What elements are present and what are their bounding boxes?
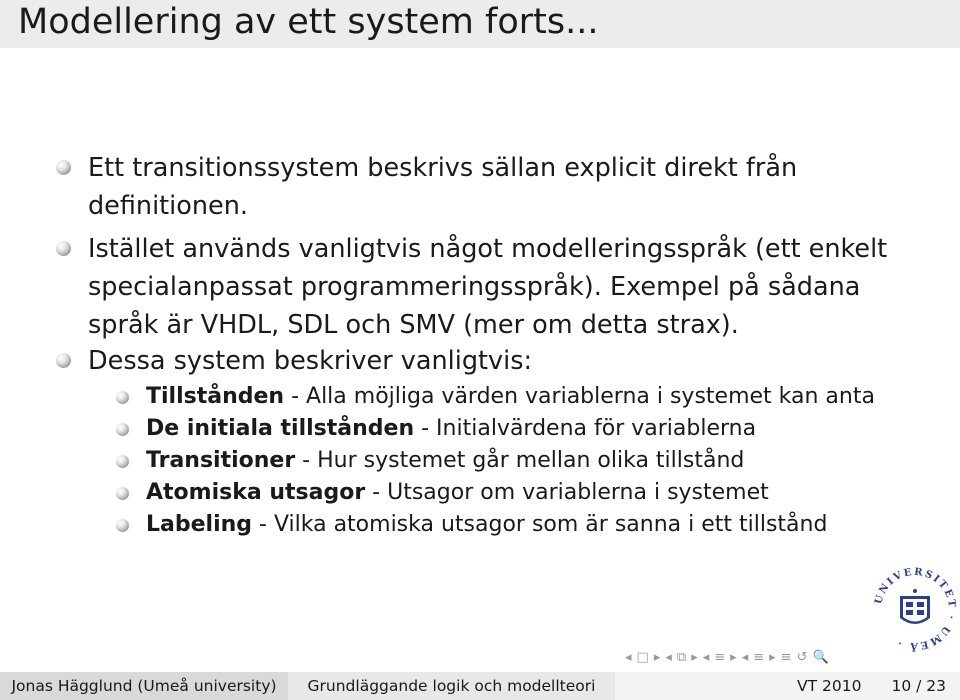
- sub-item-desc: - Alla möjliga värden variablerna i systemet kan anta: [284, 384, 875, 409]
- sub-list-item: [146, 477, 946, 509]
- list-item: [88, 342, 928, 380]
- nav-subsection-icon[interactable]: ⧉: [676, 650, 687, 665]
- nav-section-icon[interactable]: ≡: [714, 650, 726, 665]
- footer: [0, 672, 960, 700]
- sub-bullet-icon: [116, 455, 129, 468]
- title-bar: [0, 0, 960, 48]
- navigation-bar: [625, 648, 829, 668]
- nav-prev-doc-icon[interactable]: ◂: [741, 650, 749, 665]
- nav-next-doc-icon[interactable]: ▸: [769, 650, 776, 665]
- university-logo: [872, 566, 958, 652]
- bullet-icon: [56, 160, 71, 175]
- sub-bullet-icon: [116, 391, 129, 404]
- footer-right: [615, 672, 960, 700]
- sub-list-item: [146, 445, 946, 477]
- list-item-line: Istället används vanligtvis något modelleringsspråk (ett enkelt: [88, 234, 888, 264]
- sub-item-term: Transitioner: [146, 448, 296, 473]
- nav-search-icon[interactable]: 🔍: [812, 650, 829, 665]
- list-item: [88, 230, 928, 344]
- footer-term: VT 2010: [797, 677, 862, 695]
- bullet-icon: [56, 241, 71, 256]
- sub-item-desc: - Initialvärdena för variablerna: [414, 416, 757, 441]
- footer-author: Jonas Hägglund (Umeå university): [0, 672, 288, 700]
- bullet-icon: [56, 353, 71, 368]
- footer-course: Grundläggande logik och modellteori: [288, 672, 615, 700]
- footer-page: 10 / 23: [891, 677, 946, 695]
- nav-prev-frame-icon[interactable]: ◂: [625, 650, 632, 665]
- sub-item-term: Tillstånden: [146, 384, 285, 409]
- sub-item-term: De initiala tillstånden: [146, 416, 415, 441]
- list-item-line: Dessa system beskriver vanligtvis:: [88, 346, 533, 376]
- nav-back-icon[interactable]: ↺: [796, 650, 808, 665]
- nav-next-frame-icon[interactable]: ▸: [653, 650, 661, 665]
- list-item-line: språk är VHDL, SDL och SMV (mer om detta strax).: [88, 310, 739, 340]
- sub-item-desc: - Utsagor om variablerna i systemet: [365, 480, 769, 505]
- sub-list-item: [146, 381, 946, 413]
- sub-bullet-icon: [116, 423, 129, 436]
- sub-item-term: Atomiska utsagor: [146, 480, 366, 505]
- nav-frame-icon[interactable]: □: [636, 650, 649, 665]
- sub-list-item: [146, 413, 946, 445]
- sub-bullet-icon: [116, 519, 129, 532]
- list-item-line: Ett transitionssystem beskrivs sällan explicit direkt från: [88, 153, 798, 183]
- svg-text:UNIVERSITET · UMEÅ ·: UNIVERSITET · UMEÅ ·: [873, 566, 958, 652]
- list-item: [88, 149, 928, 225]
- sub-item-desc: - Hur systemet går mellan olika tillstånd: [295, 448, 745, 473]
- nav-doc-icon[interactable]: ≡: [753, 650, 765, 665]
- nav-prev-section-icon[interactable]: ◂: [702, 650, 710, 665]
- nav-align-icon[interactable]: ≡: [780, 650, 792, 665]
- sub-item-desc: - Vilka atomiska utsagor som är sanna i ett tillstånd: [252, 512, 828, 537]
- nav-next-subsection-icon[interactable]: ▸: [691, 650, 698, 665]
- nav-prev-subsection-icon[interactable]: ◂: [665, 650, 672, 665]
- nav-next-section-icon[interactable]: ▸: [730, 650, 737, 665]
- sub-list-item: [146, 509, 946, 541]
- sub-bullet-icon: [116, 487, 129, 500]
- list-item-line: definitionen.: [88, 191, 248, 221]
- slide-title: Modellering av ett system forts...: [18, 2, 599, 42]
- sub-item-term: Labeling: [146, 512, 253, 537]
- list-item-line: specialanpassat programmeringsspråk). Exempel på sådana: [88, 272, 861, 302]
